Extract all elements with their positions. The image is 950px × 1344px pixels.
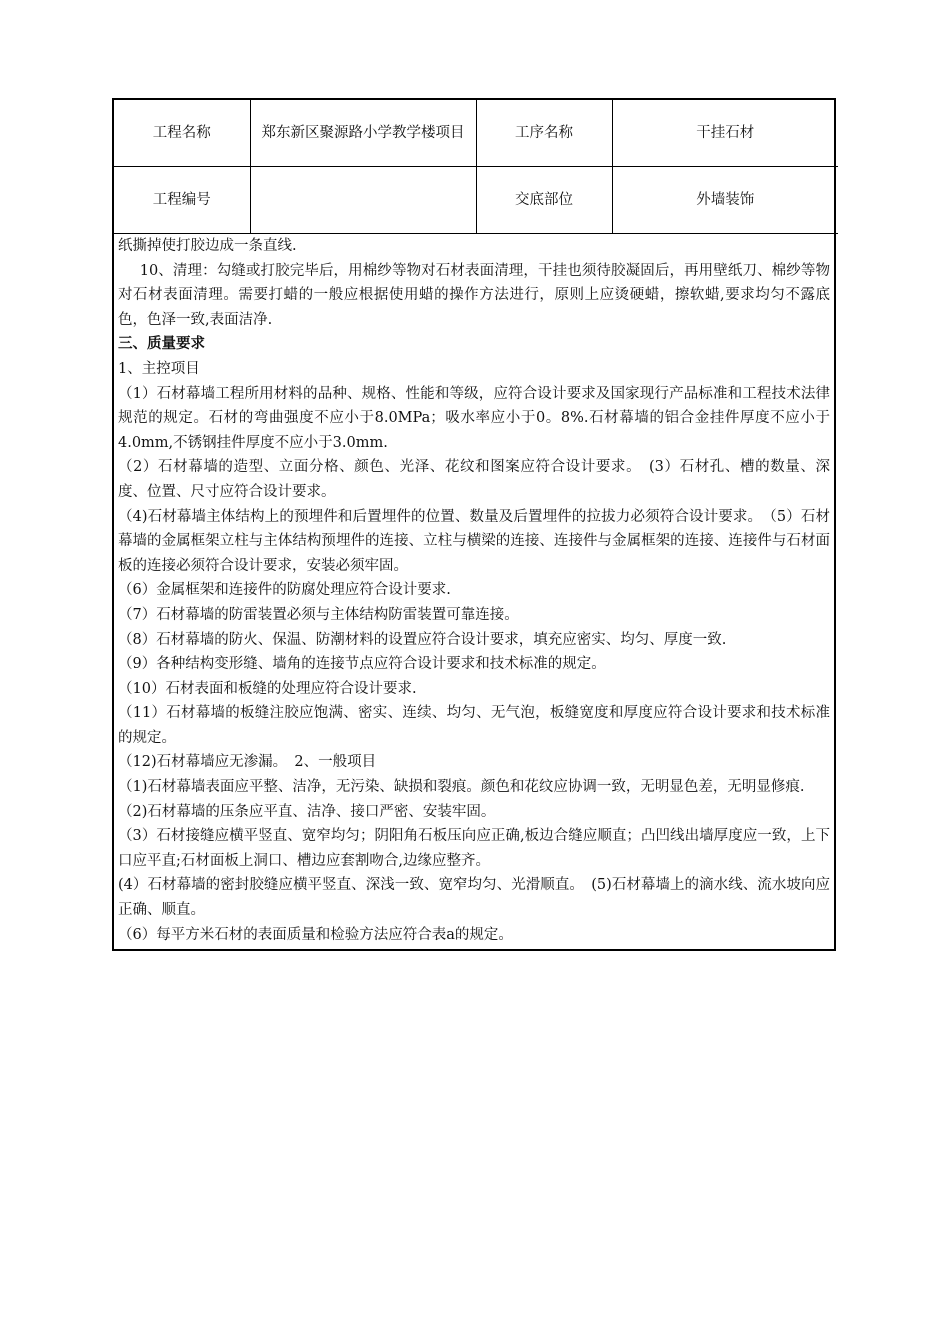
paragraph: （9）各种结构变形缝、墙角的连接节点应符合设计要求和技术标准的规定。 <box>118 656 606 673</box>
process-name-label: 工序名称 <box>476 100 612 167</box>
paragraph: （12)石材幕墙应无渗漏。 2、一般项目 <box>118 754 377 771</box>
paragraph: 纸撕掉使打胶边成一条直线. <box>118 238 297 254</box>
subsection-heading: 1、主控项目 <box>118 360 200 377</box>
paragraph: （11）石材幕墙的板缝注胶应饱满、密实、连续、均匀、无气泡，板缝宽度和厚度应符合设计要求和技术标准的规定。 <box>118 705 830 746</box>
paragraph: 10、清理：勾缝或打胶完毕后，用棉纱等物对石材表面清理，干挂也须待胶凝固后，再用壁纸刀、棉纱等物对石材表面清理。需要打蜡的一般应根据使用蜡的操作方法进行，原则上应烫硬蜡，擦软蜡,要求均匀不露底色，色泽一致,表面洁净. <box>118 262 830 328</box>
header-row-2 <box>114 167 838 234</box>
paragraph: （3）石材接缝应横平竖直、宽窄均匀；阴阳角石板压向应正确,板边合缝应顺直；凸凹线出墙厚度应一致，上下口应平直;石材面板上洞口、槽边应套割吻合,边缘应整齐。 <box>118 828 830 869</box>
paragraph: （2）石材幕墙的造型、立面分格、颜色、光泽、花纹和图案应符合设计要求。 (3）石材孔、槽的数量、深度、位置、尺寸应符合设计要求。 <box>118 459 830 500</box>
paragraph: （1)石材幕墙表面应平整、洁净，无污染、缺损和裂痕。颜色和花纹应协调一致，无明显色差，无明显修痕. <box>118 779 805 796</box>
disclosure-body <box>114 234 834 949</box>
paragraph: (4）石材幕墙的密封胶缝应横平竖直、深浅一致、宽窄均匀、光滑顺直。 (5)石材幕墙上的滴水线、流水坡向应正确、顺直。 <box>118 877 830 919</box>
paragraph: （8）石材幕墙的防火、保温、防潮材料的设置应符合设计要求，填充应密实、均匀、厚度一致. <box>118 631 727 648</box>
process-name-value: 干挂石材 <box>612 100 838 167</box>
project-no-value <box>250 167 476 234</box>
paragraph: （7）石材幕墙的防雷装置必须与主体结构防雷装置可靠连接。 <box>118 606 519 623</box>
header-row-1 <box>114 100 838 167</box>
paragraph: （4)石材幕墙主体结构上的预埋件和后置埋件的位置、数量及后置埋件的拉拔力必须符合设计要求。 （5）石材幕墙的金属框架立柱与主体结构预埋件的连接、立柱与横梁的连接、连接件与金属框架的连接、连接件与石材面板的连接必须符合设计要求，安装必须牢固。 <box>118 508 830 574</box>
disclosure-sheet <box>112 98 836 951</box>
project-name-label: 工程名称 <box>114 100 250 167</box>
paragraph: （6）金属框架和连接件的防腐处理应符合设计要求. <box>118 582 451 599</box>
paragraph: （6）每平方米石材的表面质量和检验方法应符合表a的规定。 <box>118 926 513 943</box>
header-table <box>114 100 838 234</box>
location-value: 外墙装饰 <box>612 167 838 234</box>
paragraph: （2)石材幕墙的压条应平直、洁净、接口严密、安装牢固。 <box>118 803 496 820</box>
project-name-value: 郑东新区聚源路小学教学楼项目 <box>250 100 476 167</box>
project-no-label: 工程编号 <box>114 167 250 234</box>
paragraph: （10）石材表面和板缝的处理应符合设计要求. <box>118 680 417 697</box>
location-label: 交底部位 <box>476 167 612 234</box>
paragraph: （1）石材幕墙工程所用材料的品种、规格、性能和等级，应符合设计要求及国家现行产品标准和工程技术法律规范的规定。石材的弯曲强度不应小于8.0MPa；吸水率应小于0。8%.石材幕墙的铝合金挂件厚度不应小于4.0mm,不锈钢挂件厚度不应小于3.0mm. <box>118 385 830 451</box>
section-heading: 三、质量要求 <box>118 335 205 353</box>
